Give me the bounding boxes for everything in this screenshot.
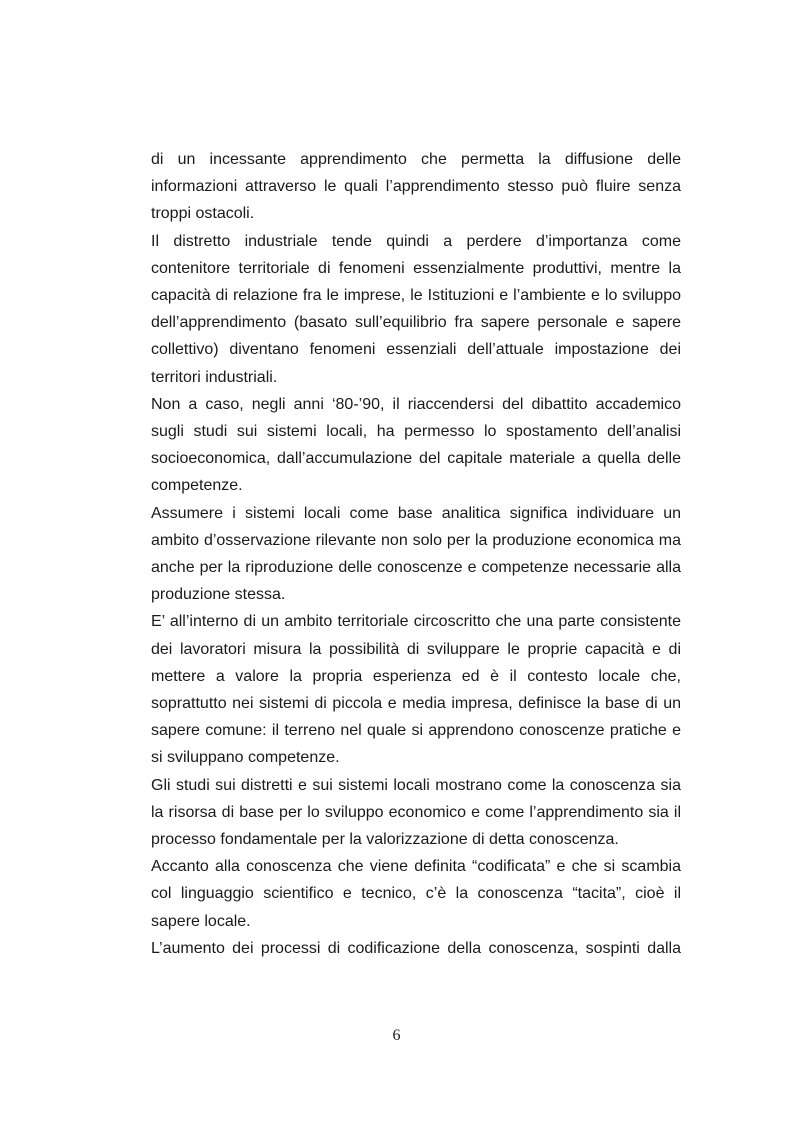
- paragraph: di un incessante apprendimento che permetta la diffusione delle informazioni attraverso le quali l’apprendimento stesso può fluire senza troppi ostacoli.: [151, 151, 681, 223]
- page-number: 6: [392, 1027, 401, 1044]
- paragraph: Gli studi sui distretti e sui sistemi locali mostrano come la conoscenza sia la risorsa di base per lo sviluppo economico e come l’apprendimento sia il processo fondamentale per la valorizzazione di detta conoscenza.: [151, 776, 681, 849]
- paragraph-continued: L’aumento dei processi di codificazione della conoscenza, sospinti dalla: [151, 939, 681, 957]
- paragraph: E’ all’interno di un ambito territoriale circoscritto che una parte consistente dei lavoratori misura la possibilità di sviluppare le proprie capacità e di mettere a valore la propria esperienza ed è il contesto locale che, soprattutto nei sistemi di piccola e media impresa, definisce la base di un sapere comune: il terreno nel quale si apprendono conoscenze pratiche e si sviluppano competenze.: [151, 613, 681, 767]
- body-text: [151, 146, 681, 962]
- paragraph: Assumere i sistemi locali come base analitica significa individuare un ambito d’osservazione rilevante non solo per la produzione economica ma anche per la riproduzione delle conoscenze e competenze necessarie alla produzione stessa.: [151, 504, 681, 604]
- paragraph: Il distretto industriale tende quindi a perdere d’importanza come contenitore territoriale di fenomeni essenzialmente produttivi, mentre la capacità di relazione fra le imprese, le Istituzioni e l’ambiente e lo sviluppo dell’apprendimento (basato sull’equilibrio fra sapere personale e sapere collettivo) diventano fenomeni essenziali dell’attuale impostazione dei territori industriali.: [151, 232, 681, 386]
- paragraph: Accanto alla conoscenza che viene definita “codificata” e che si scambia col linguaggio scientifico e tecnico, c’è la conoscenza “tacita”, cioè il sapere locale.: [151, 858, 681, 930]
- paragraph: Non a caso, negli anni ‘80-’90, il riaccendersi del dibattito accademico sugli studi sui sistemi locali, ha permesso lo spostamento dell’analisi socioeconomica, dall’accumulazione del capitale materiale a quella delle competenze.: [151, 395, 681, 495]
